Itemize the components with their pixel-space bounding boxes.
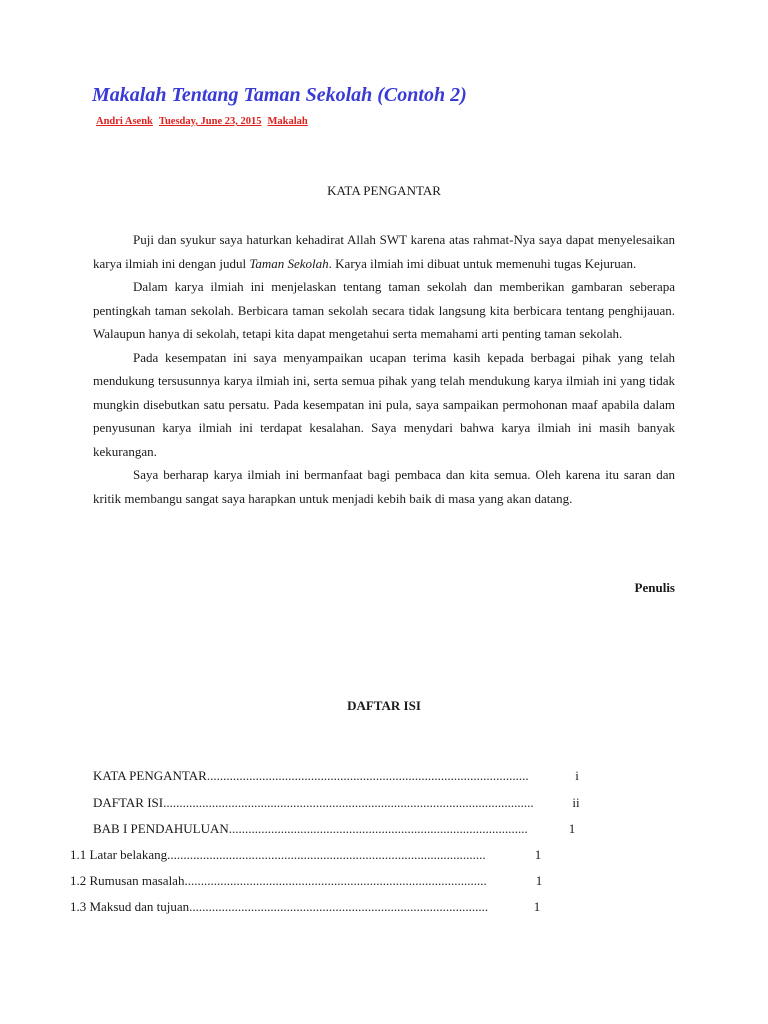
- toc-item-1-1: 1.1 Latar belakang..................................................................................................: [70, 847, 486, 862]
- preface-p1-end: . Karya ilmiah imi dibuat untuk memenuhi tugas Kejuruan.: [328, 255, 637, 271]
- author-link[interactable]: Andri Asenk: [96, 116, 153, 127]
- post-meta: [96, 116, 308, 127]
- toc-item-1-2: 1.2 Rumusan masalah.............................................................................................: [70, 873, 487, 888]
- toc-item-kata-pengantar: KATA PENGANTAR...................................................................................................: [93, 768, 529, 783]
- toc-page-number: 1: [568, 821, 576, 836]
- toc-item-daftar-isi: DAFTAR ISI..................................................................................................................: [93, 795, 534, 810]
- post-title[interactable]: Makalah Tentang Taman Sekolah (Contoh 2): [92, 84, 467, 106]
- preface-paragraph-4: Saya berharap karya ilmiah ini bermanfaat bagi pembaca dan kita semua. Oleh karena itu saran dan kritik membangu sangat saya harapkan untuk menjadi kebih baik di masa yang akan datang.: [93, 467, 675, 506]
- toc-page-number: 1: [533, 899, 541, 914]
- toc-heading: DAFTAR ISI: [347, 698, 421, 713]
- preface-body: [93, 228, 675, 510]
- preface-p1-start: Puji dan syukur saya haturkan kehadirat Allah SWT karena atas rahmat-Nya saya dapat menyelesaikan karya ilmiah ini dengan judul: [93, 232, 675, 271]
- preface-paragraph-3: Pada kesempatan ini saya menyampaikan ucapan terima kasih kepada berbagai pihak yang telah mendukung tersusunnya karya ilmiah ini, serta semua pihak yang telah mendukung karya ilmiah ini yang tidak mungkin disebutkan satu persatu. Pada kesempatan ini pula, saya sampaikan permohonan maaf apabila dalam penyusunan karya ilmiah ini terdapat kesalahan. Saya menydari bahwa karya ilmiah ini masih banyak kekurangan.: [93, 349, 675, 459]
- toc-item-1-3: 1.3 Maksud dan tujuan............................................................................................: [70, 899, 489, 914]
- toc-page-number: 1: [535, 873, 543, 888]
- preface-paragraph-2: Dalam karya ilmiah ini menjelaskan tentang taman sekolah dan memberikan gambaran seberapa pentingkah taman sekolah. Berbicara taman sekolah secara tidak langsung kita berbicara tentang penghijauan. Walaupun hanya di sekolah, tetapi kita dapat mengetahui serta memahami arti penting taman sekolah.: [93, 279, 675, 341]
- toc-page-number: 1: [534, 847, 542, 862]
- preface-p1-title: Taman Sekolah: [249, 255, 329, 271]
- toc-page-number: ii: [572, 795, 580, 810]
- preface-heading: KATA PENGANTAR: [327, 183, 441, 198]
- date-link[interactable]: Tuesday, June 23, 2015: [158, 116, 262, 127]
- category-link[interactable]: Makalah: [267, 116, 308, 127]
- preface-paragraph-1: [93, 228, 675, 275]
- toc-item-bab-1: BAB I PENDAHULUAN............................................................................................: [93, 821, 528, 836]
- toc-page-number: i: [575, 768, 579, 783]
- signature: Penulis: [634, 580, 675, 595]
